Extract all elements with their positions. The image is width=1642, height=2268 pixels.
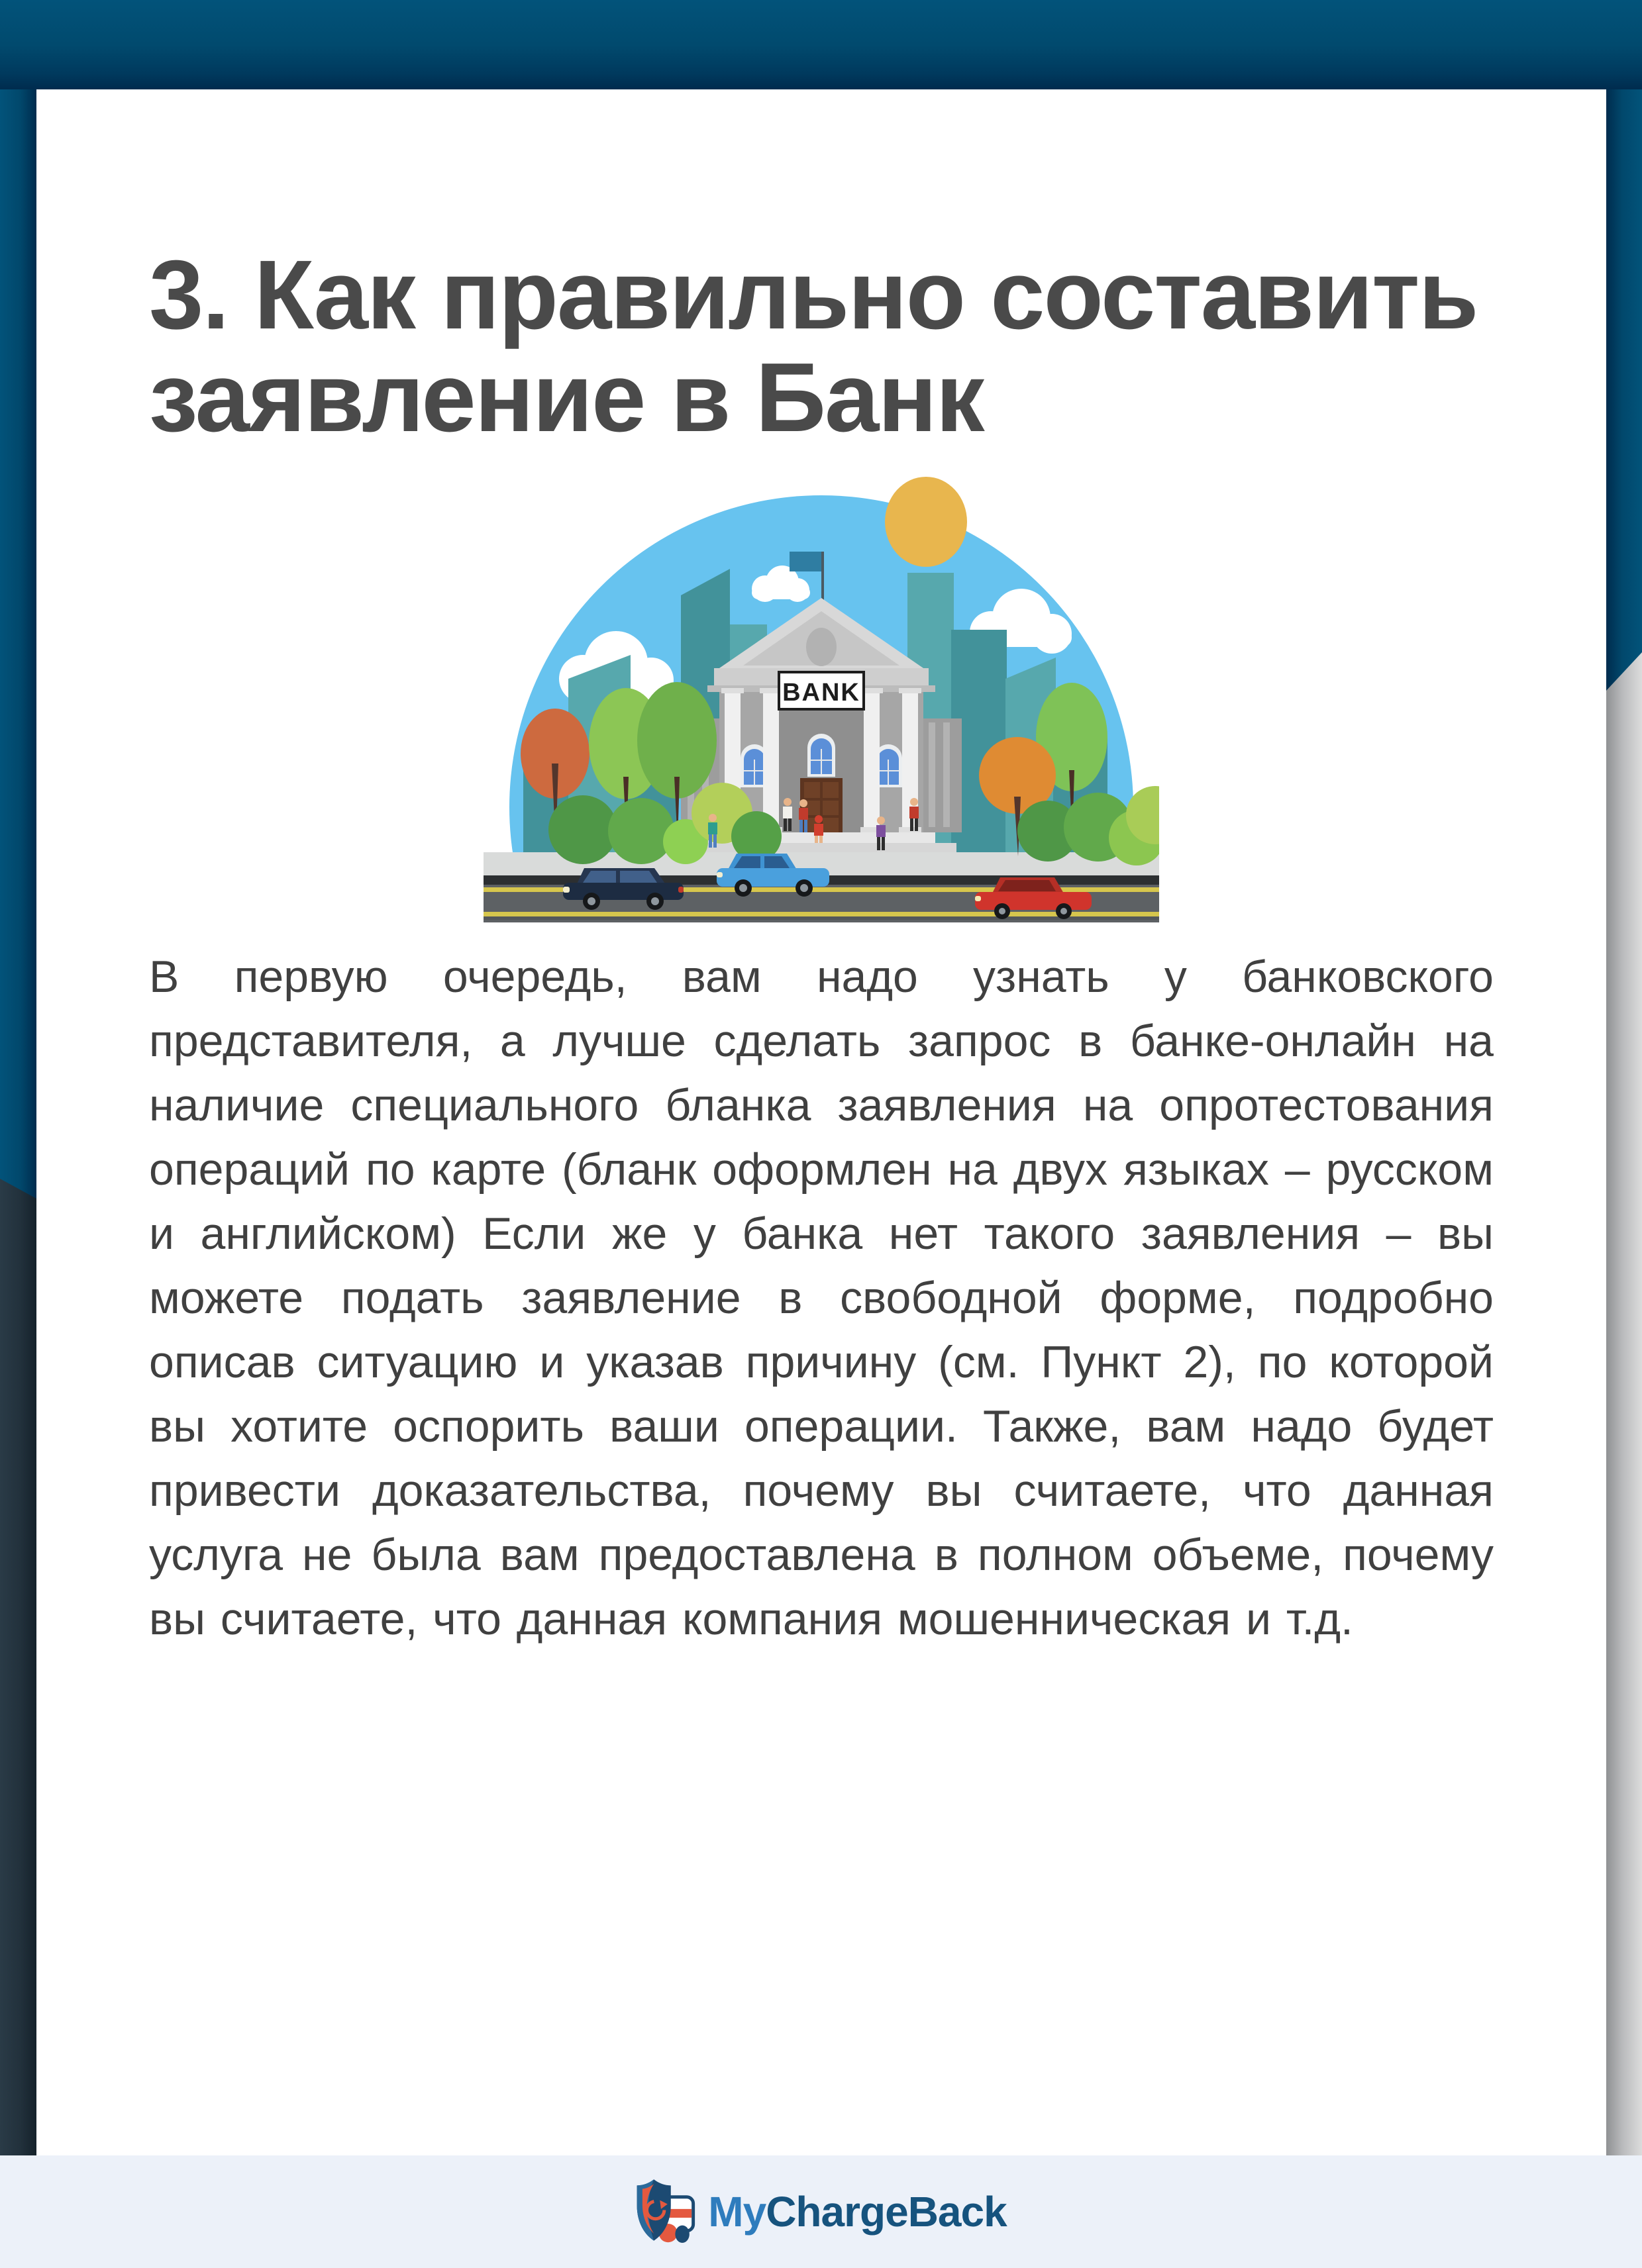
page-title-line2: заявление в Банк xyxy=(149,343,984,453)
bank-sign xyxy=(779,672,864,709)
sun-icon xyxy=(885,477,967,567)
body-paragraph: В первую очередь, вам надо узнать у банковского представителя, а лучше сделать запрос в банке-онлайн на наличие специального бланка заявления на опротестования операций по карте (бланк оформлен на двух языках – русском и английском) Если же у банка нет такого заявления – вы можете подать заявление в свободной форме, подробно описав ситуацию и указав причину (см. Пункт 2), по которой вы хотите оспорить ваши операции. Также, вам надо будет привести доказательства, почему вы считаете, что данная услуга не была вам предоставлена в полном объеме, почему вы считаете, что данная компания мошенническая и т.д. xyxy=(149,951,1494,1644)
brand-wordmark xyxy=(708,2188,1007,2236)
frame-border-left-slate xyxy=(0,1179,36,2155)
frame-border-top xyxy=(0,0,1642,89)
document-page xyxy=(36,89,1606,2155)
page-title xyxy=(149,240,1494,453)
flag-icon xyxy=(790,552,821,571)
footer xyxy=(0,2155,1642,2268)
bank-illustration xyxy=(484,459,1159,922)
flag-pole xyxy=(821,552,824,602)
frame-border-right-gray xyxy=(1606,652,1642,2155)
page-title-line1: 3. Как правильно составить xyxy=(149,240,1478,350)
brand-logo xyxy=(635,2177,1006,2246)
brand-wordmark-first: My xyxy=(708,2188,766,2236)
bank-sign-text: BANK xyxy=(782,678,860,707)
chargeback-shield-icon xyxy=(635,2177,699,2246)
brand-wordmark-rest: ChargeBack xyxy=(766,2188,1007,2236)
